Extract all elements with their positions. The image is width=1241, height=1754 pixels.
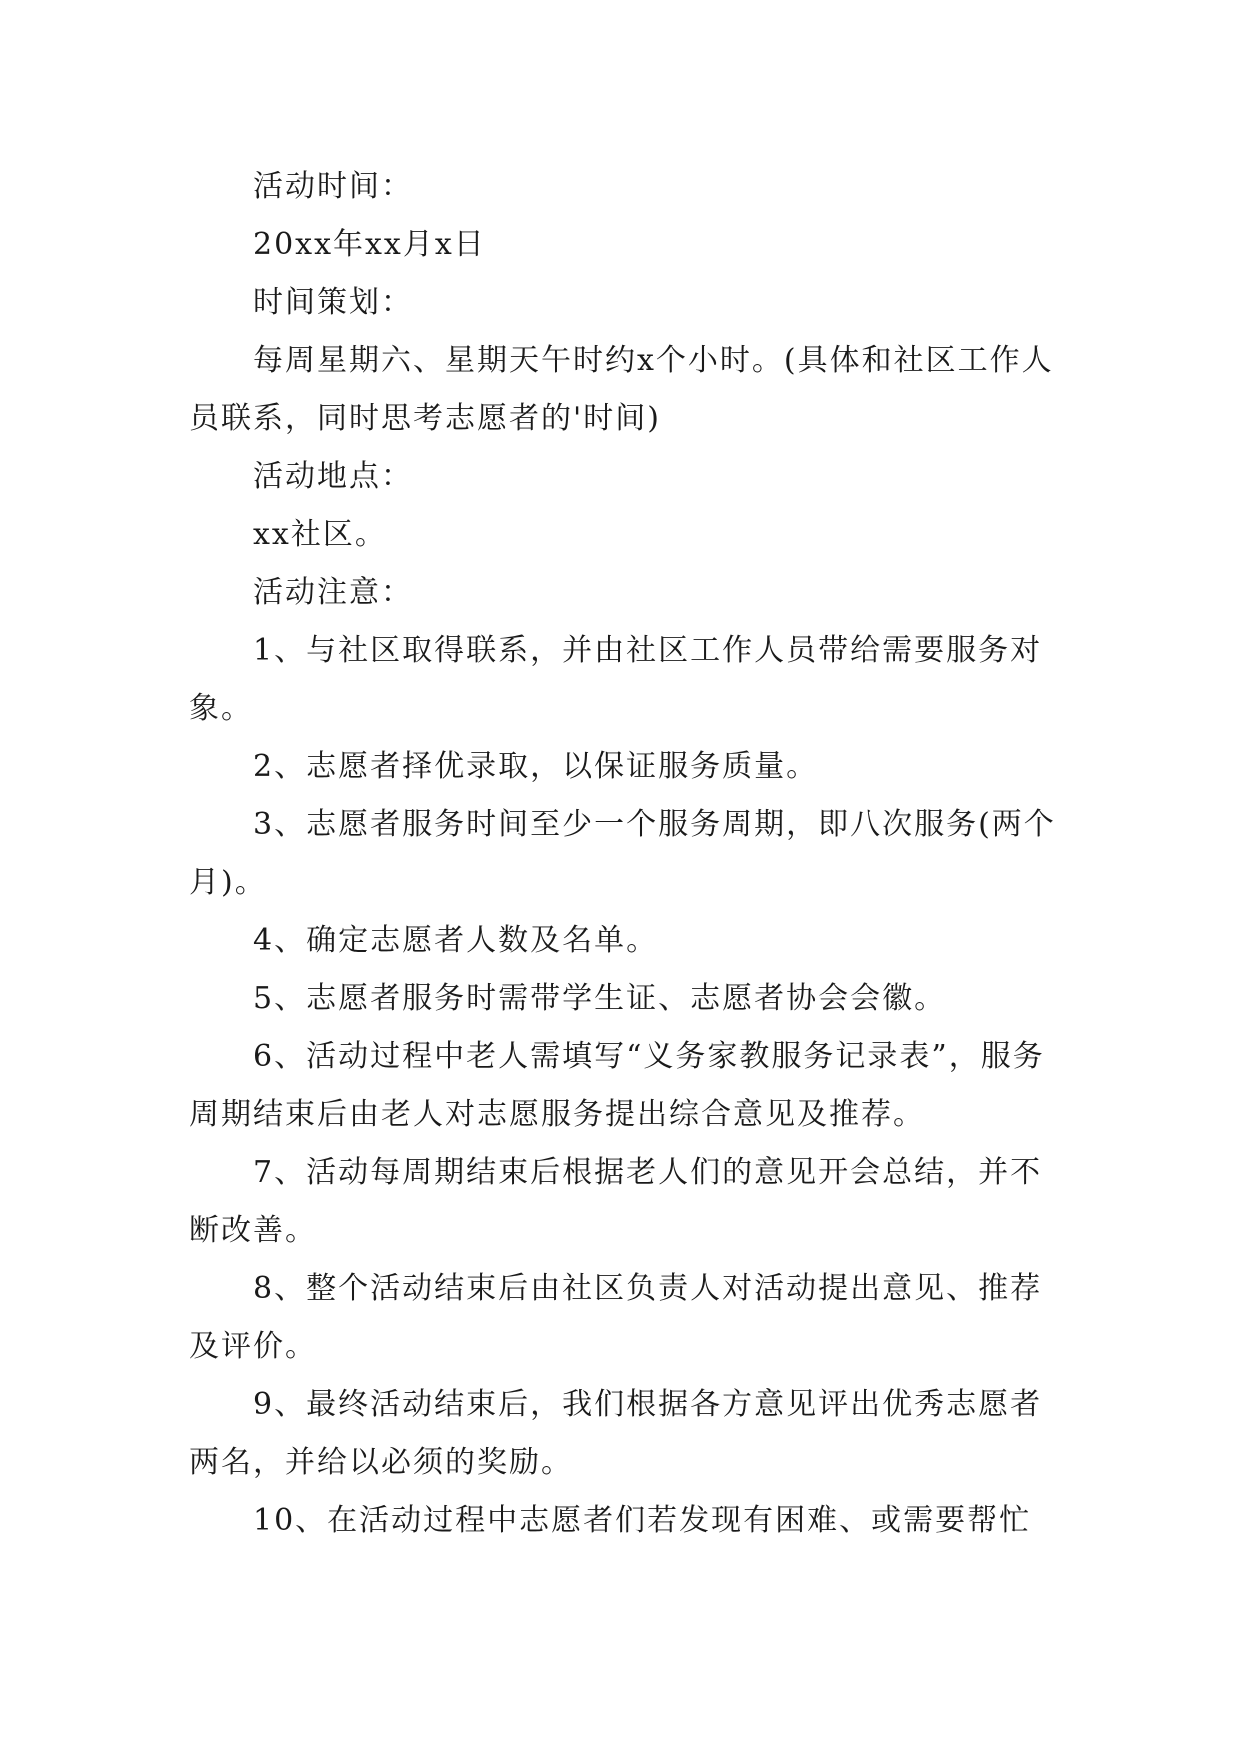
paragraph-time-plan-detail: 每周星期六、星期天午时约x个小时。(具体和社区工作人员联系，同时思考志愿者的'时间) [189, 343, 1054, 436]
paragraph-note-1: 1、与社区取得联系，并由社区工作人员带给需要服务对象。 [189, 633, 1043, 726]
paragraph-note-6: 6、活动过程中老人需填写“义务家教服务记录表”，服务周期结束后由老人对志愿服务提出综合意见及推荐。 [189, 1039, 1045, 1132]
paragraph-note-7: 7、活动每周期结束后根据老人们的意见开会总结，并不断改善。 [189, 1155, 1043, 1248]
paragraph-note-2: 2、志愿者择优录取，以保证服务质量。 [253, 749, 819, 784]
paragraph-note-9: 9、最终活动结束后，我们根据各方意见评出优秀志愿者两名，并给以必须的奖励。 [189, 1387, 1043, 1480]
paragraph-activity-time-heading: 活动时间： [253, 169, 413, 204]
paragraph-time-plan-heading: 时间策划： [253, 285, 413, 320]
paragraph-activity-date: 20xx年xx月x日 [253, 227, 486, 262]
paragraph-location-heading: 活动地点： [253, 459, 413, 494]
paragraph-note-10: 10、在活动过程中志愿者们若发现有困难、或需要帮忙 [253, 1503, 1032, 1538]
document-body [189, 158, 1059, 1550]
paragraph-note-8: 8、整个活动结束后由社区负责人对活动提出意见、推荐及评价。 [189, 1271, 1043, 1364]
paragraph-note-5: 5、志愿者服务时需带学生证、志愿者协会会徽。 [253, 981, 947, 1016]
paragraph-notes-heading: 活动注意： [253, 575, 413, 610]
paragraph-note-3: 3、志愿者服务时间至少一个服务周期，即八次服务(两个月)。 [189, 807, 1056, 900]
paragraph-note-4: 4、确定志愿者人数及名单。 [253, 923, 659, 958]
paragraph-location-detail: xx社区。 [253, 517, 387, 552]
